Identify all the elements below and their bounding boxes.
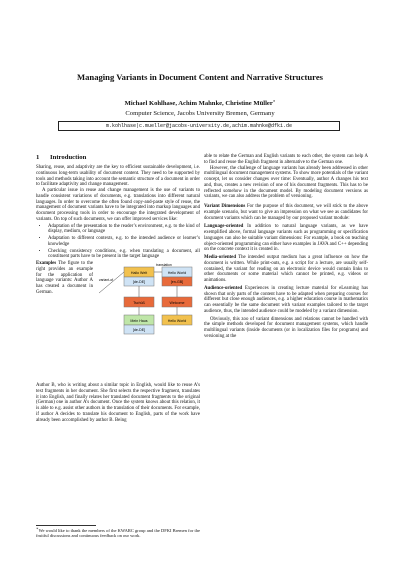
examples-text: The figure to the right provides an example for the application of language variants: Author A has created a document in German. [36,261,94,295]
node-mid-left-label: Tschüß [133,301,145,305]
definition-list [204,224,368,314]
node-mid-right-label: Welcome [169,301,185,305]
examples-paragraph: Author B, who is writing about a similar topic in English, would like to reuse A’s text fragments in her document. She first selects the respective fragment, translates it into English, and finally relates her translated document fragments to the original (German) one in author A’s document. Once the system knows about this relation, it is able to e.g. assist other authors in the translation of their documents. For example, if author A decides to translate his document to English, parts of the work have already been accomplished by author B. Being [36,383,200,423]
examples-label: Examples [36,261,57,266]
right-paragraph-2: However, the challenge of language variants has already been addressed in other multilingual document management systems. To show more potentials of the variant concept, let us consider changes over time: Eventually, author A changes his text and, thus, creates a new revision of one of his document fragments. This has to be reflected somehow in the document model. By modeling document versions as variants, we can also address the problem of versioning. [204,165,368,200]
footnote-text: We would like to thank the members of the KWARC group and the DFKI Bremen for the fruitful discussions and continuous feedback on our work. [36,528,200,539]
email-box: m.kohlhase|c.mueller@jacobs-university.de,achim.mahnke@dfki.de [58,121,340,131]
definition-item [204,255,368,284]
author-line [0,100,400,108]
author-names: Michael Kohlhase, Achim Mahnke, Christine Müller [124,100,273,107]
definition-item [204,286,368,315]
list-item: • Checking consistency conditions, e.g. when translating a document, all constituent parts have to be present in the target language [48,249,200,261]
definition-term: Language-oriented [204,224,244,230]
right-column [204,154,368,340]
definition-text: The intended output medium has a great influence on how the document is written. While print-outs, e.g. a script for a lecture, are usually self-contained, the variant for reading on an electronic device would contain links to other documents or some material which cannot be printed, e.g. videos or animations. [204,255,369,283]
examples-block [36,261,200,383]
list-item: • Adaptation of the presentation to the reader’s environment, e.g. to the kind of display, medium, or language [48,224,200,236]
variant-figure [94,263,198,349]
node-top-label: Hallo Welt [130,271,148,275]
footnote-mark: ∗ [36,526,39,531]
right-paragraph-1: able to relate the German and English variants to each other, the system can help A to find and reuse the English fragment in alternative to the German one. [204,154,368,165]
examples-wrap-text [36,261,93,296]
intro-paragraph-2: A particular issue in reuse and change management is the use of variants to handle consistent variations of documents, e.g. translations into different natural languages. In order to overcome the often found copy-and-paste style of reuse, the management of document variants have to be integrated into markup languages and document processing tools in order to encourage the integrated development of variants. On top of such documents, we can offer improved services like: [36,188,200,222]
node-top-right-label: Hello World [167,271,187,275]
node-low-de-label: [de-DE] [132,328,146,332]
definition-term: Media-oriented [204,255,237,260]
node-low-right-label: Hello World [167,319,187,323]
definition-item [204,224,368,253]
paper-title: Managing Variants in Document Content and Narrative Structures [77,72,323,82]
variant-dimensions-paragraph [204,204,368,221]
definition-text: In addition to natural language variants, as we have exemplified above, formal language variants such as programming or specification languages can also be suitable variant dimensions: For example, a book on teaching object-oriented programming can either have examples in JAVA and C++ depending on the concrete context it is created in. [204,224,368,253]
variant-of-label: variant-of [98,278,114,282]
intro-paragraph-1: Sharing, reuse, and adaptivity are the key to efficient sustainable development, i.e. continuous long-term usability of document content. They need to be supported by tools and methods taking into account the semantic structure of a document in order to facilitate adaptivity and change management. [36,165,200,188]
author-footnote-mark: ∗ [272,98,276,103]
section-number: 1 [36,154,40,161]
node-low-left-label: Mein Haus [130,319,148,323]
section-heading [36,154,200,162]
variant-dimensions-label: Variant Dimensions [204,204,246,209]
variant-dimensions-text: For the purpose of this document, we will stick to the above example scenario, but want to give an impression on what we see as candidates for document variants which can be managed by our proposed variant module: [204,204,368,221]
services-list [36,224,200,261]
right-paragraph-last: Obviously, this zoo of variant dimensions and relations cannot be handled with the simple methods developed for document management systems, which handle multilingual variants (inside documents (or in localization files for programs) and versioning at the [204,316,368,339]
footnote [36,528,200,539]
footnote-rule [36,525,96,526]
variant-of-arrow [99,272,124,293]
list-item: • Adaptation to different contexts, e.g. to the intended audience or learner’s knowledge [48,236,200,248]
affiliation: Computer Science, Jacobs University Bremen, Germany [125,110,275,117]
section-title: Introduction [50,154,87,161]
node-en-label: [en-GB] [170,280,184,284]
left-column [36,154,200,423]
variant-diagram [94,263,198,349]
translation-label: translation [156,263,172,267]
node-de-label: [de-DE] [132,280,146,284]
definition-term: Audience-oriented [204,285,243,291]
definition-text: Experiences in creating lecture material for eLearning has shown that only parts of the content have to be adapted when preparing courses for different but close enough audiences, e.g. a higher education course in mathematics can essentially be the same document with variant examples tailored to the target audience, thus, the intended audience could be modeled by a variant dimension. [204,285,368,314]
